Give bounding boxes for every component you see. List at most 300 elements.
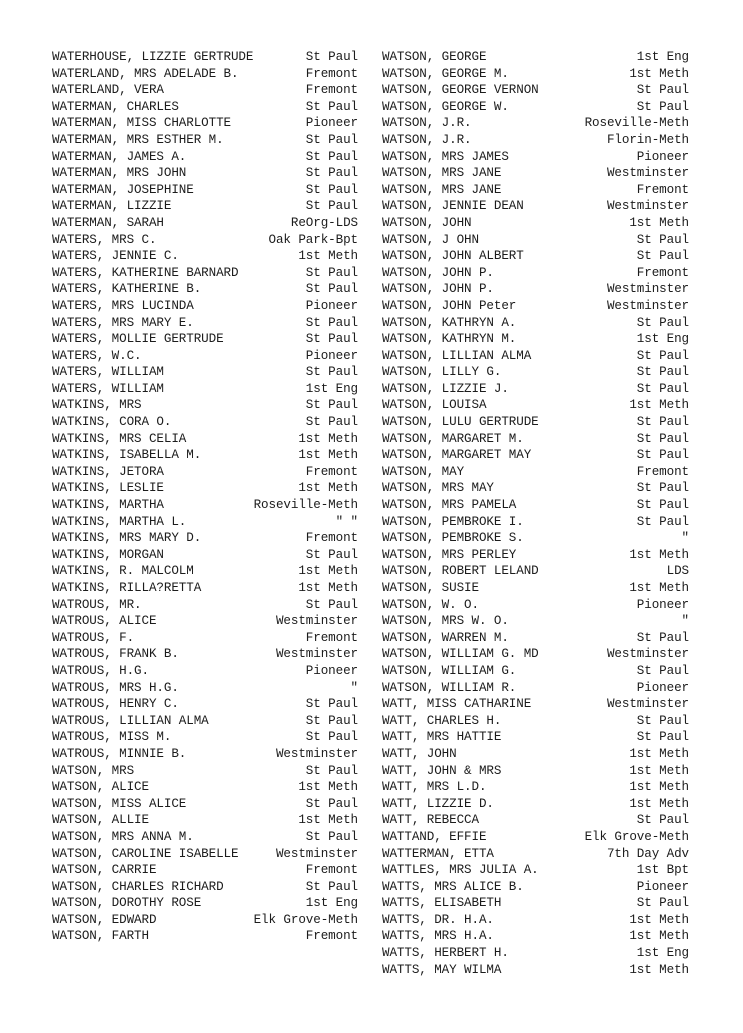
entry-name: WATKINS, LESLIE bbox=[52, 481, 164, 496]
entry-church: St Paul bbox=[305, 332, 358, 347]
list-item bbox=[52, 547, 358, 564]
entry-church: St Paul bbox=[305, 415, 358, 430]
list-item bbox=[52, 597, 358, 614]
entry-church: St Paul bbox=[305, 99, 358, 114]
entry-name: WATSON, MISS ALICE bbox=[52, 796, 187, 811]
entry-church: Westminster bbox=[606, 199, 689, 214]
entry-name: WATSON, ALICE bbox=[52, 780, 149, 795]
list-item bbox=[52, 912, 358, 929]
entry-name: WATT, REBECCA bbox=[382, 813, 479, 828]
entry-church: 1st Meth bbox=[629, 962, 689, 977]
entry-church: St Paul bbox=[305, 763, 358, 778]
list-item bbox=[382, 812, 689, 829]
entry-name: WATSON, KATHRYN M. bbox=[382, 332, 517, 347]
entry-name: WATT, JOHN & MRS bbox=[382, 763, 502, 778]
list-item bbox=[382, 862, 689, 879]
entry-name: WATERS, WILLIAM bbox=[52, 365, 164, 380]
entry-church: 1st Eng bbox=[636, 50, 689, 64]
entry-name: WATSON, MARGARET MAY bbox=[382, 448, 532, 463]
entry-name: WATSON, MAY bbox=[382, 464, 465, 479]
entry-church: Pioneer bbox=[305, 663, 358, 678]
list-item bbox=[382, 364, 689, 381]
list-item bbox=[382, 597, 689, 614]
entry-church: Elk Grove-Meth bbox=[584, 829, 689, 844]
entry-church: 1st Meth bbox=[298, 431, 358, 446]
entry-name: WATROUS, LILLIAN ALMA bbox=[52, 713, 209, 728]
entry-church: St Paul bbox=[636, 730, 689, 745]
list-item bbox=[52, 281, 358, 298]
list-item bbox=[382, 763, 689, 780]
entry-church: Oak Park-Bpt bbox=[268, 232, 358, 247]
list-item bbox=[52, 364, 358, 381]
entry-name: WATERS, WILLIAM bbox=[52, 381, 164, 396]
entry-church: St Paul bbox=[305, 149, 358, 164]
list-item bbox=[52, 696, 358, 713]
entry-church: 1st Meth bbox=[629, 912, 689, 927]
entry-name: WATERLAND, VERA bbox=[52, 83, 164, 98]
entry-church: 1st Eng bbox=[636, 946, 689, 961]
list-item bbox=[52, 198, 358, 215]
entry-name: WATSON, JOHN bbox=[382, 215, 472, 230]
entry-name: WATERS, KATHERINE BARNARD bbox=[52, 265, 239, 280]
list-item bbox=[52, 580, 358, 597]
entry-church: St Paul bbox=[305, 365, 358, 380]
list-item bbox=[382, 315, 689, 332]
entry-church: 7th Day Adv bbox=[606, 846, 689, 861]
entry-church: St Paul bbox=[305, 398, 358, 413]
entry-name: WATSON, GEORGE W. bbox=[382, 99, 509, 114]
entry-name: WATSON, FARTH bbox=[52, 929, 149, 944]
entry-church: 1st Eng bbox=[305, 896, 358, 911]
entry-church: 1st Eng bbox=[305, 381, 358, 396]
entry-church: " bbox=[350, 680, 358, 695]
list-item bbox=[52, 232, 358, 249]
entry-name: WATKINS, MRS MARY D. bbox=[52, 531, 202, 546]
entry-church: Westminster bbox=[606, 166, 689, 181]
entry-church: St Paul bbox=[636, 381, 689, 396]
list-item bbox=[52, 846, 358, 863]
entry-name: WATERLAND, MRS ADELADE B. bbox=[52, 66, 239, 81]
list-item bbox=[52, 99, 358, 116]
list-item bbox=[52, 431, 358, 448]
entry-church: St Paul bbox=[305, 697, 358, 712]
list-item bbox=[52, 49, 358, 66]
entry-name: WATKINS, MRS CELIA bbox=[52, 431, 187, 446]
entry-name: WATSON, MRS PERLEY bbox=[382, 547, 517, 562]
entry-church: St Paul bbox=[305, 282, 358, 297]
entry-name: WATSON, JOHN P. bbox=[382, 282, 494, 297]
list-item bbox=[382, 796, 689, 813]
list-item bbox=[382, 696, 689, 713]
entry-name: WATROUS, MR. bbox=[52, 597, 142, 612]
entry-church: Fremont bbox=[305, 929, 358, 944]
entry-name: WATTAND, EFFIE bbox=[382, 829, 487, 844]
entry-name: WATSON, PEMBROKE I. bbox=[382, 514, 524, 529]
entry-church: St Paul bbox=[636, 99, 689, 114]
entry-name: WATKINS, R. MALCOLM bbox=[52, 564, 194, 579]
entry-name: WATSON, W. O. bbox=[382, 597, 479, 612]
list-item bbox=[382, 397, 689, 414]
entry-name: WATSON, MRS W. O. bbox=[382, 614, 509, 629]
entry-name: WATSON, GEORGE bbox=[382, 50, 487, 64]
list-item bbox=[52, 414, 358, 431]
entry-church: St Paul bbox=[636, 365, 689, 380]
entry-name: WATERS, W.C. bbox=[52, 348, 142, 363]
list-item bbox=[382, 265, 689, 282]
list-item bbox=[52, 812, 358, 829]
entry-church: St Paul bbox=[305, 597, 358, 612]
entry-church: " " bbox=[335, 514, 358, 529]
entry-church: Fremont bbox=[636, 182, 689, 197]
entry-name: WATSON, MRS JANE bbox=[382, 166, 502, 181]
list-item bbox=[52, 248, 358, 265]
list-item bbox=[382, 879, 689, 896]
entry-name: WATERS, KATHERINE B. bbox=[52, 282, 202, 297]
entry-church: St Paul bbox=[305, 713, 358, 728]
entry-name: WATERS, MRS C. bbox=[52, 232, 157, 247]
list-item bbox=[52, 149, 358, 166]
entry-church: St Paul bbox=[305, 50, 358, 64]
entry-church: St Paul bbox=[636, 813, 689, 828]
entry-church: Pioneer bbox=[636, 879, 689, 894]
list-item bbox=[382, 547, 689, 564]
entry-name: WATSON, PEMBROKE S. bbox=[382, 531, 524, 546]
entry-name: WATERMAN, MRS ESTHER M. bbox=[52, 132, 224, 147]
entry-church: Westminster bbox=[275, 614, 358, 629]
list-item bbox=[52, 82, 358, 99]
entry-church: Westminster bbox=[606, 697, 689, 712]
entry-church: Pioneer bbox=[305, 348, 358, 363]
entry-name: WATSON, GEORGE M. bbox=[382, 66, 509, 81]
entry-church: St Paul bbox=[305, 315, 358, 330]
list-item bbox=[382, 530, 689, 547]
list-item bbox=[382, 729, 689, 746]
entry-church: Fremont bbox=[636, 265, 689, 280]
entry-church: Pioneer bbox=[636, 149, 689, 164]
entry-name: WATROUS, F. bbox=[52, 630, 135, 645]
entry-church: Pioneer bbox=[305, 116, 358, 131]
list-item bbox=[52, 215, 358, 232]
entry-name: WATERMAN, JAMES A. bbox=[52, 149, 187, 164]
entry-name: WATSON, CARRIE bbox=[52, 863, 157, 878]
list-item bbox=[382, 895, 689, 912]
list-item bbox=[52, 713, 358, 730]
list-item bbox=[382, 846, 689, 863]
list-item bbox=[382, 962, 689, 979]
list-item bbox=[52, 862, 358, 879]
entry-church: 1st Meth bbox=[629, 746, 689, 761]
entry-name: WATERS, MOLLIE GERTRUDE bbox=[52, 332, 224, 347]
list-item bbox=[382, 663, 689, 680]
entry-church: Fremont bbox=[305, 531, 358, 546]
list-item bbox=[382, 464, 689, 481]
entry-church: St Paul bbox=[305, 166, 358, 181]
entry-name: WATROUS, MRS H.G. bbox=[52, 680, 179, 695]
entry-name: WATSON, WARREN M. bbox=[382, 630, 509, 645]
entry-church: 1st Meth bbox=[298, 780, 358, 795]
list-item bbox=[52, 265, 358, 282]
entry-name: WATSON, J OHN bbox=[382, 232, 479, 247]
list-item bbox=[52, 763, 358, 780]
entry-name: WATSON, CAROLINE ISABELLE bbox=[52, 846, 239, 861]
entry-name: WATSON, LIZZIE J. bbox=[382, 381, 509, 396]
entry-name: WATKINS, MARTHA bbox=[52, 498, 164, 513]
entry-church: St Paul bbox=[305, 265, 358, 280]
list-item bbox=[382, 99, 689, 116]
entry-church: St Paul bbox=[636, 498, 689, 513]
entry-church: Fremont bbox=[305, 464, 358, 479]
entry-church: St Paul bbox=[636, 448, 689, 463]
list-item bbox=[52, 165, 358, 182]
list-item bbox=[382, 115, 689, 132]
list-item bbox=[52, 480, 358, 497]
entry-church: St Paul bbox=[636, 232, 689, 247]
entry-name: WATERS, MRS MARY E. bbox=[52, 315, 194, 330]
list-item bbox=[52, 680, 358, 697]
entry-church: St Paul bbox=[636, 514, 689, 529]
entry-church: St Paul bbox=[636, 249, 689, 264]
list-item bbox=[382, 281, 689, 298]
list-item bbox=[382, 912, 689, 929]
entry-name: WATKINS, JETORA bbox=[52, 464, 164, 479]
entry-name: WATSON, DOROTHY ROSE bbox=[52, 896, 202, 911]
entry-name: WATERMAN, LIZZIE bbox=[52, 199, 172, 214]
list-item bbox=[52, 298, 358, 315]
entry-name: WATSON, LILLY G. bbox=[382, 365, 502, 380]
list-item bbox=[52, 646, 358, 663]
entry-name: WATSON, MRS ANNA M. bbox=[52, 829, 194, 844]
entry-church: 1st Meth bbox=[298, 581, 358, 595]
entry-name: WATSON, LULU GERTRUDE bbox=[382, 415, 539, 430]
entry-name: WATSON, JOHN ALBERT bbox=[382, 249, 524, 264]
entry-name: WATT, LIZZIE D. bbox=[382, 796, 494, 811]
list-item bbox=[382, 779, 689, 796]
list-item bbox=[52, 348, 358, 365]
entry-church: " bbox=[681, 531, 689, 546]
list-item bbox=[382, 248, 689, 265]
list-item bbox=[382, 680, 689, 697]
list-item bbox=[52, 331, 358, 348]
list-item bbox=[52, 497, 358, 514]
list-item bbox=[52, 796, 358, 813]
entry-church: St Paul bbox=[305, 199, 358, 214]
entry-name: WATERHOUSE, LIZZIE GERTRUDE bbox=[52, 50, 254, 64]
entry-name: WATTS, MAY WILMA bbox=[382, 962, 502, 977]
entry-name: WATT, CHARLES H. bbox=[382, 713, 502, 728]
list-item bbox=[382, 149, 689, 166]
entry-church: 1st Meth bbox=[298, 249, 358, 264]
entry-name: WATKINS, ISABELLA M. bbox=[52, 448, 202, 463]
entry-church: Westminster bbox=[606, 282, 689, 297]
entry-church: 1st Meth bbox=[629, 215, 689, 230]
entry-church: St Paul bbox=[636, 896, 689, 911]
list-item bbox=[382, 713, 689, 730]
list-item bbox=[382, 646, 689, 663]
entry-name: WATERMAN, CHARLES bbox=[52, 99, 179, 114]
entry-name: WATROUS, ALICE bbox=[52, 614, 157, 629]
list-item bbox=[52, 613, 358, 630]
entry-church: 1st Meth bbox=[629, 763, 689, 778]
list-item bbox=[382, 928, 689, 945]
list-item bbox=[52, 514, 358, 531]
list-item bbox=[52, 563, 358, 580]
entry-church: St Paul bbox=[636, 83, 689, 98]
entry-name: WATSON, MRS JANE bbox=[382, 182, 502, 197]
entry-church: Fremont bbox=[305, 630, 358, 645]
entry-church: Westminster bbox=[275, 746, 358, 761]
entry-name: WATSON, LOUISA bbox=[382, 398, 487, 413]
list-item bbox=[382, 514, 689, 531]
entry-church: Elk Grove-Meth bbox=[253, 912, 358, 927]
list-item bbox=[52, 829, 358, 846]
list-item bbox=[52, 182, 358, 199]
list-item bbox=[382, 480, 689, 497]
right-column bbox=[382, 49, 689, 978]
entry-name: WATERMAN, SARAH bbox=[52, 215, 164, 230]
entry-church: Westminster bbox=[275, 647, 358, 662]
entry-name: WATSON, WILLIAM R. bbox=[382, 680, 517, 695]
list-item bbox=[382, 298, 689, 315]
entry-name: WATT, MISS CATHARINE bbox=[382, 697, 532, 712]
entry-name: WATERS, MRS LUCINDA bbox=[52, 298, 194, 313]
entry-church: Fremont bbox=[305, 66, 358, 81]
entry-name: WATSON, SUSIE bbox=[382, 581, 479, 595]
entry-church: 1st Meth bbox=[629, 66, 689, 81]
entry-church: Florin-Meth bbox=[606, 132, 689, 147]
entry-name: WATTS, MRS ALICE B. bbox=[382, 879, 524, 894]
list-item bbox=[52, 315, 358, 332]
list-item bbox=[52, 530, 358, 547]
entry-name: WATROUS, HENRY C. bbox=[52, 697, 179, 712]
entry-name: WATKINS, MORGAN bbox=[52, 547, 164, 562]
entry-church: St Paul bbox=[636, 713, 689, 728]
entry-church: Fremont bbox=[636, 464, 689, 479]
entry-name: WATKINS, RILLA?RETTA bbox=[52, 581, 202, 595]
list-item bbox=[382, 215, 689, 232]
list-item bbox=[382, 431, 689, 448]
list-item bbox=[382, 381, 689, 398]
entry-church: 1st Meth bbox=[298, 481, 358, 496]
entry-church: 1st Meth bbox=[629, 581, 689, 595]
entry-name: WATT, JOHN bbox=[382, 746, 457, 761]
entry-name: WATROUS, FRANK B. bbox=[52, 647, 179, 662]
list-item bbox=[382, 829, 689, 846]
entry-church: St Paul bbox=[636, 431, 689, 446]
entry-church: St Paul bbox=[636, 663, 689, 678]
entry-church: 1st Meth bbox=[629, 796, 689, 811]
entry-church: 1st Meth bbox=[629, 780, 689, 795]
entry-name: WATSON, GEORGE VERNON bbox=[382, 83, 539, 98]
entry-name: WATSON, MRS bbox=[52, 763, 135, 778]
entry-name: WATKINS, MARTHA L. bbox=[52, 514, 187, 529]
entry-church: St Paul bbox=[305, 796, 358, 811]
list-item bbox=[382, 746, 689, 763]
entry-church: St Paul bbox=[305, 829, 358, 844]
list-item bbox=[382, 82, 689, 99]
list-item bbox=[382, 630, 689, 647]
entry-church: St Paul bbox=[636, 630, 689, 645]
entry-name: WATERS, JENNIE C. bbox=[52, 249, 179, 264]
entry-name: WATSON, LILLIAN ALMA bbox=[382, 348, 532, 363]
entry-church: 1st Eng bbox=[636, 332, 689, 347]
list-item bbox=[382, 447, 689, 464]
entry-name: WATSON, ALLIE bbox=[52, 813, 149, 828]
list-item bbox=[52, 879, 358, 896]
entry-church: St Paul bbox=[305, 547, 358, 562]
entry-church: 1st Meth bbox=[298, 448, 358, 463]
list-item bbox=[382, 348, 689, 365]
entry-church: 1st Meth bbox=[629, 929, 689, 944]
list-item bbox=[52, 729, 358, 746]
entry-name: WATSON, MRS MAY bbox=[382, 481, 494, 496]
list-item bbox=[52, 381, 358, 398]
entry-church: St Paul bbox=[636, 315, 689, 330]
list-item bbox=[382, 49, 689, 66]
list-item bbox=[52, 663, 358, 680]
entry-name: WATROUS, MINNIE B. bbox=[52, 746, 187, 761]
list-item bbox=[382, 198, 689, 215]
list-item bbox=[382, 165, 689, 182]
entry-name: WATSON, MRS PAMELA bbox=[382, 498, 517, 513]
entry-name: WATERMAN, MRS JOHN bbox=[52, 166, 187, 181]
left-column bbox=[52, 49, 358, 945]
entry-church: Fremont bbox=[305, 863, 358, 878]
list-item bbox=[382, 331, 689, 348]
entry-church: 1st Meth bbox=[629, 398, 689, 413]
list-item bbox=[52, 447, 358, 464]
entry-name: WATTS, ELISABETH bbox=[382, 896, 502, 911]
list-item bbox=[382, 66, 689, 83]
entry-name: WATERMAN, MISS CHARLOTTE bbox=[52, 116, 231, 131]
entry-church: Westminster bbox=[606, 298, 689, 313]
entry-name: WATERMAN, JOSEPHINE bbox=[52, 182, 194, 197]
entry-name: WATROUS, MISS M. bbox=[52, 730, 172, 745]
entry-name: WATSON, WILLIAM G. bbox=[382, 663, 517, 678]
list-item bbox=[52, 464, 358, 481]
entry-church: Roseville-Meth bbox=[584, 116, 689, 131]
list-item bbox=[382, 182, 689, 199]
entry-name: WATTS, DR. H.A. bbox=[382, 912, 494, 927]
list-item bbox=[52, 746, 358, 763]
entry-church: 1st Meth bbox=[298, 813, 358, 828]
entry-church: Westminster bbox=[275, 846, 358, 861]
entry-name: WATTS, HERBERT H. bbox=[382, 946, 509, 961]
list-item bbox=[382, 613, 689, 630]
entry-name: WATSON, EDWARD bbox=[52, 912, 157, 927]
list-item bbox=[52, 928, 358, 945]
entry-name: WATSON, J.R. bbox=[382, 116, 472, 131]
entry-name: WATSON, KATHRYN A. bbox=[382, 315, 517, 330]
entry-church: LDS bbox=[666, 564, 689, 579]
entry-church: Pioneer bbox=[305, 298, 358, 313]
entry-name: WATT, MRS L.D. bbox=[382, 780, 487, 795]
entry-name: WATSON, JENNIE DEAN bbox=[382, 199, 524, 214]
entry-church: St Paul bbox=[636, 415, 689, 430]
entry-church: St Paul bbox=[636, 348, 689, 363]
entry-church: 1st Meth bbox=[298, 564, 358, 579]
list-item bbox=[52, 779, 358, 796]
entry-church: 1st Bpt bbox=[636, 863, 689, 878]
entry-name: WATSON, J.R. bbox=[382, 132, 472, 147]
entry-church: Fremont bbox=[305, 83, 358, 98]
entry-church: St Paul bbox=[305, 879, 358, 894]
entry-name: WATROUS, H.G. bbox=[52, 663, 149, 678]
entry-church: Westminster bbox=[606, 647, 689, 662]
list-item bbox=[382, 945, 689, 962]
list-item bbox=[382, 414, 689, 431]
entry-church: Roseville-Meth bbox=[253, 498, 358, 513]
entry-name: WATSON, MARGARET M. bbox=[382, 431, 524, 446]
